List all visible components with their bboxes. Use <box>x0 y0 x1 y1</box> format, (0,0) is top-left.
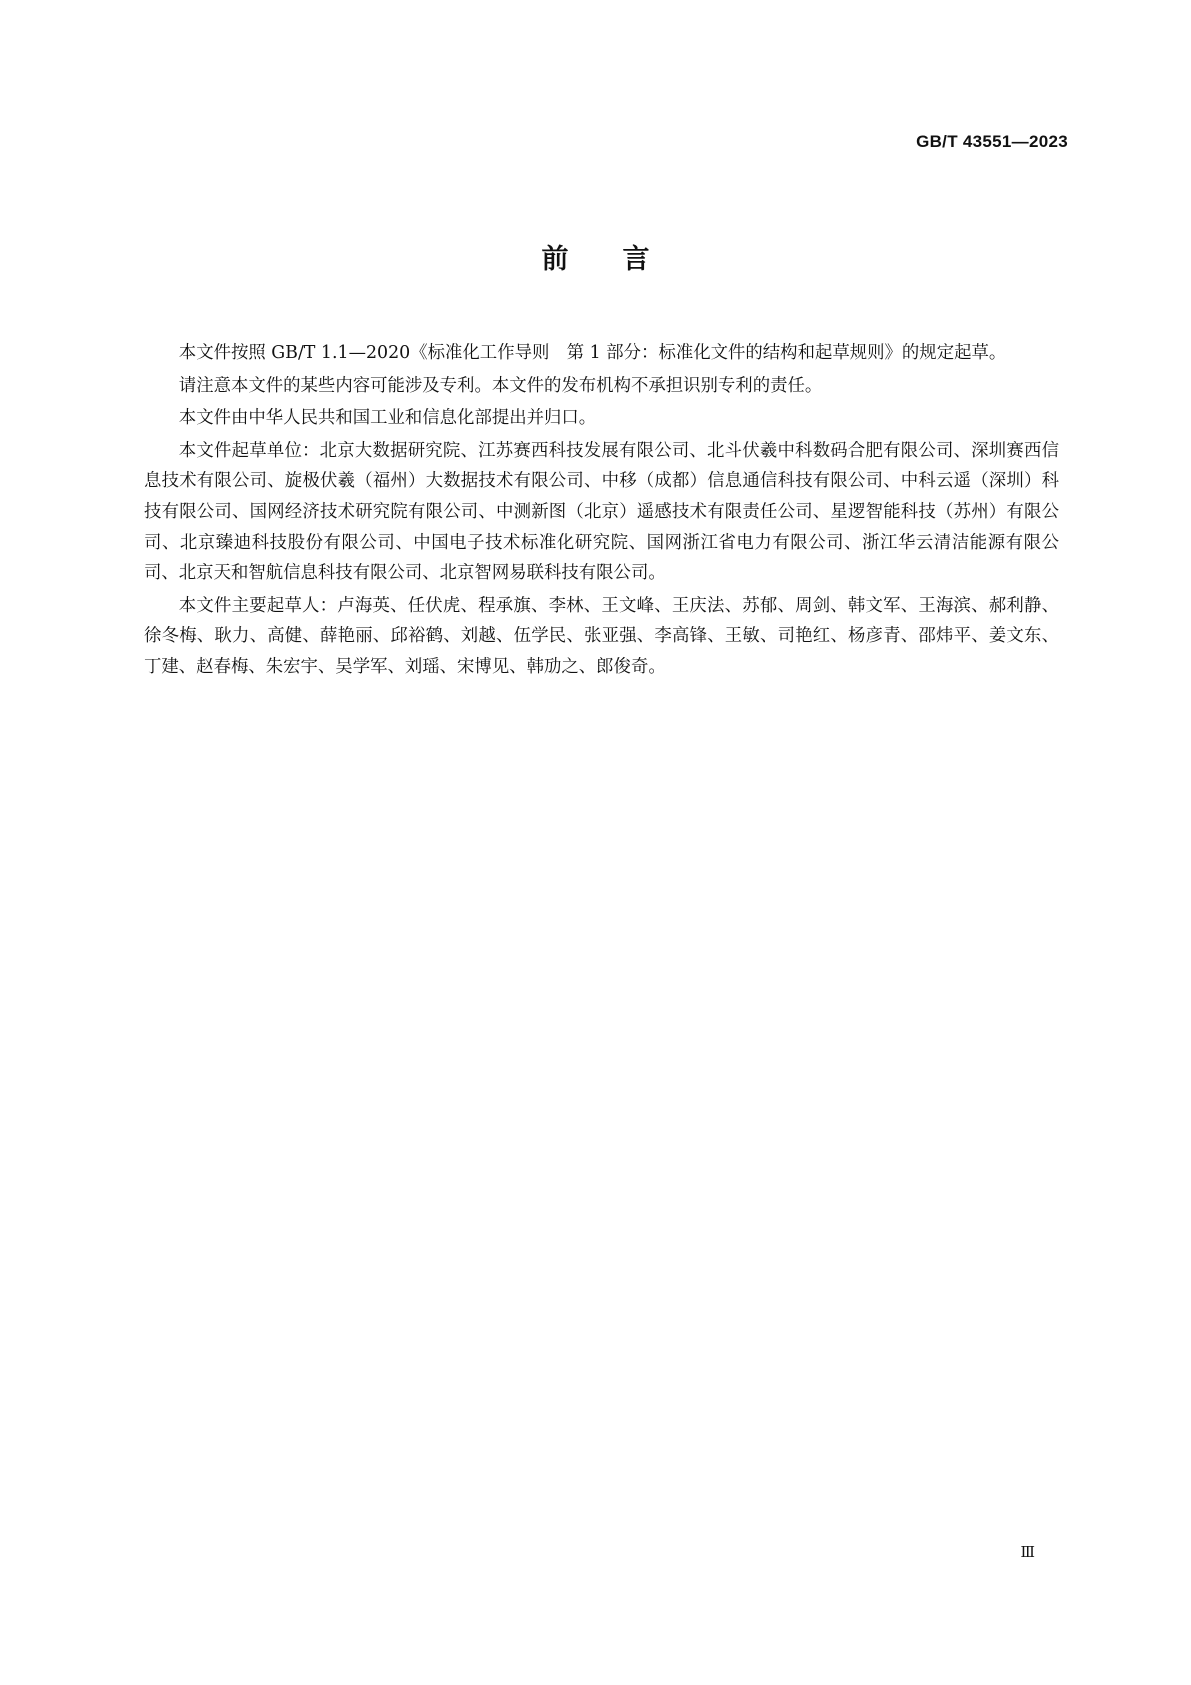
paragraph-patent-notice: 请注意本文件的某些内容可能涉及专利。本文件的发布机构不承担识别专利的责任。 <box>178 375 823 396</box>
paragraph-drafting-units: 本文件起草单位：北京大数据研究院、江苏赛西科技发展有限公司、北斗伏羲中科数码合肥有限公司、深圳赛西信息技术有限公司、旋极伏羲（福州）大数据技术有限公司、中移（成都）信息通信科技有限公司、中科云遥（深圳）科技有限公司、国网经济技术研究院有限公司、中测新图（北京）遥感技术有限责任公司、星逻智能科技（苏州）有限公司、北京臻迪科技股份有限公司、中国电子技术标准化研究院、国网浙江省电力有限公司、浙江华云清洁能源有限公司、北京天和智航信息科技有限公司、北京智网易联科技有限公司。 <box>144 440 1059 584</box>
page-title: 前言 <box>541 244 704 275</box>
page-number: Ⅲ <box>1020 1543 1035 1561</box>
paragraph-proposer: 本文件由中华人民共和国工业和信息化部提出并归口。 <box>178 408 597 429</box>
standard-code: GB/T 43551—2023 <box>916 132 1068 151</box>
foreword-body <box>144 338 1059 685</box>
paragraph-drafting-rules: 本文件按照 GB/T 1.1—2020《标准化工作导则 第 1 部分：标准化文件的结构和起草规则》的规定起草。 <box>178 343 1007 363</box>
paragraph-drafters: 本文件主要起草人：卢海英、任伏虎、程承旗、李林、王文峰、王庆法、苏郁、周剑、韩文军、王海滨、郝利静、徐冬梅、耿力、高健、薛艳丽、邱裕鹤、刘越、伍学民、张亚强、李高锋、王敏、司艳红、杨彦青、邵炜平、姜文东、丁建、赵春梅、朱宏宇、吴学军、刘瑶、宋博见、韩劢之、郎俊奇。 <box>144 595 1059 677</box>
